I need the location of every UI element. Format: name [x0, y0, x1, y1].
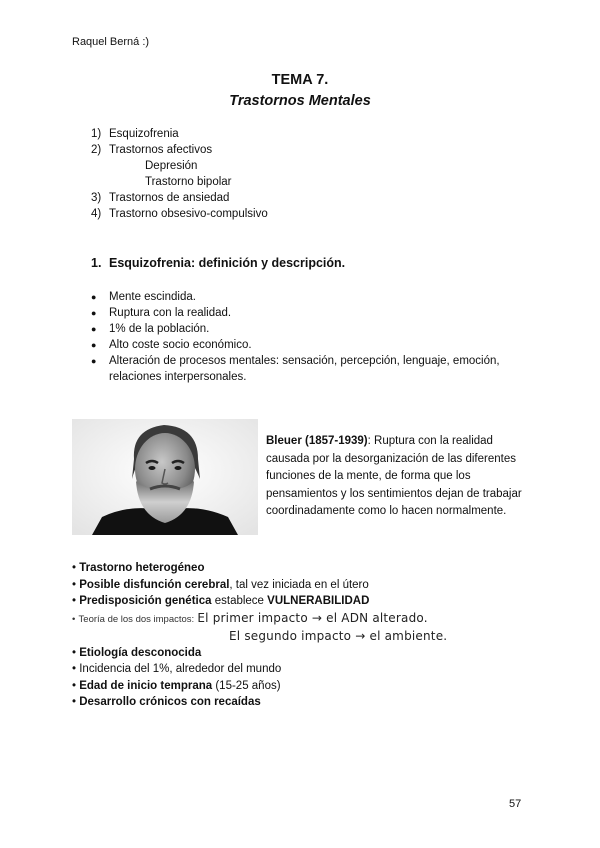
- toc-subitem: Depresión: [145, 160, 198, 172]
- bullet-icon: •: [72, 679, 77, 692]
- list-item-text: (15-25 años): [212, 679, 281, 692]
- list-item-bold: Predisposición genética: [79, 595, 212, 607]
- toc-number: 4): [91, 208, 102, 220]
- list-item-bold: Posible disfunción cerebral: [79, 578, 230, 591]
- list-item-label: Teoría de los dos impactos:: [78, 613, 195, 625]
- list-item-text: Incidencia del 1%, alrededor del mundo: [79, 663, 282, 675]
- table-of-contents: [91, 126, 268, 222]
- toc-number: 2): [91, 144, 102, 156]
- bullet-list: [91, 289, 531, 385]
- bleuer-name: Bleuer (1857-1939): [266, 435, 368, 447]
- list-item-text: Desarrollo crónicos con recaídas: [79, 696, 261, 708]
- list-item-text: Mente escindida.: [109, 291, 196, 303]
- handwritten-note: El segundo impacto → el ambiente.: [229, 629, 448, 643]
- bullet-icon: •: [72, 646, 77, 659]
- list-item: [72, 661, 542, 678]
- bullet-icon: ●: [91, 356, 97, 366]
- page-subtitle: Trastornos Mentales: [229, 93, 371, 109]
- toc-number: 3): [91, 192, 102, 204]
- characteristics-list: [72, 560, 542, 711]
- author-name: Raquel Berná :): [72, 36, 150, 48]
- list-item-bold: VULNERABILIDAD: [267, 595, 370, 607]
- portrait-image: [72, 419, 258, 535]
- list-item: [91, 305, 531, 321]
- section-title: Esquizofrenia: definición y descripción.: [109, 256, 346, 270]
- list-item-bold: Edad de inicio temprana: [79, 679, 213, 692]
- list-item-text: Trastorno heterogéneo: [79, 562, 205, 574]
- toc-number: 1): [91, 128, 102, 140]
- toc-item: [91, 206, 268, 222]
- list-item-text: , tal vez iniciada en el útero: [229, 578, 369, 591]
- toc-item: [91, 126, 268, 142]
- section-heading: [91, 256, 345, 270]
- section-number: 1.: [91, 256, 102, 270]
- list-item: [72, 577, 542, 594]
- list-item: [91, 289, 531, 305]
- bleuer-text: : Ruptura con la realidad causada por la desorganización de las diferentes funciones de la mente, de forma que los pensamientos y los sentimientos dejan de trabajar coordinadamente como lo hacen normalmente.: [266, 435, 522, 517]
- list-item: [72, 593, 542, 610]
- toc-item: [91, 190, 268, 206]
- toc-item: [91, 142, 268, 158]
- toc-label: Trastornos de ansiedad: [109, 192, 230, 204]
- bullet-icon: •: [72, 595, 77, 607]
- bullet-icon: •: [72, 613, 76, 625]
- bullet-icon: ●: [91, 324, 97, 334]
- toc-label: Trastorno obsesivo-compulsivo: [109, 208, 268, 220]
- bleuer-description: [266, 433, 528, 521]
- list-item-text: Etiología desconocida: [79, 646, 202, 659]
- list-item-text: Alteración de procesos mentales: sensación, percepción, lenguaje, emoción, relaciones interpersonales.: [109, 355, 500, 383]
- toc-subitem: Trastorno bipolar: [145, 176, 232, 188]
- bullet-icon: •: [72, 562, 77, 574]
- list-item: [72, 610, 542, 629]
- bleuer-portrait: [72, 419, 258, 535]
- toc-label: Trastornos afectivos: [109, 144, 213, 156]
- toc-label: Esquizofrenia: [109, 128, 179, 140]
- bullet-icon: ●: [91, 292, 97, 302]
- handwritten-note: El primer impacto → el ADN alterado.: [197, 610, 428, 625]
- bullet-icon: ●: [91, 340, 97, 350]
- list-item-text: Ruptura con la realidad.: [109, 307, 232, 319]
- bullet-icon: •: [72, 696, 77, 708]
- list-item-text: Alto coste socio económico.: [109, 339, 252, 351]
- list-item-text: establece: [211, 595, 268, 607]
- list-item: [91, 321, 531, 337]
- list-item-text: 1% de la población.: [109, 323, 210, 335]
- list-item: [72, 645, 542, 662]
- list-item: [91, 337, 531, 353]
- bullet-icon: ●: [91, 308, 97, 318]
- page-title: TEMA 7.: [271, 72, 329, 88]
- list-item: [72, 694, 542, 711]
- list-item: [72, 560, 542, 577]
- bullet-icon: •: [72, 578, 77, 591]
- page-number: 57: [509, 798, 522, 810]
- list-item: [91, 353, 531, 385]
- list-item: [72, 678, 542, 695]
- bullet-icon: •: [72, 663, 77, 675]
